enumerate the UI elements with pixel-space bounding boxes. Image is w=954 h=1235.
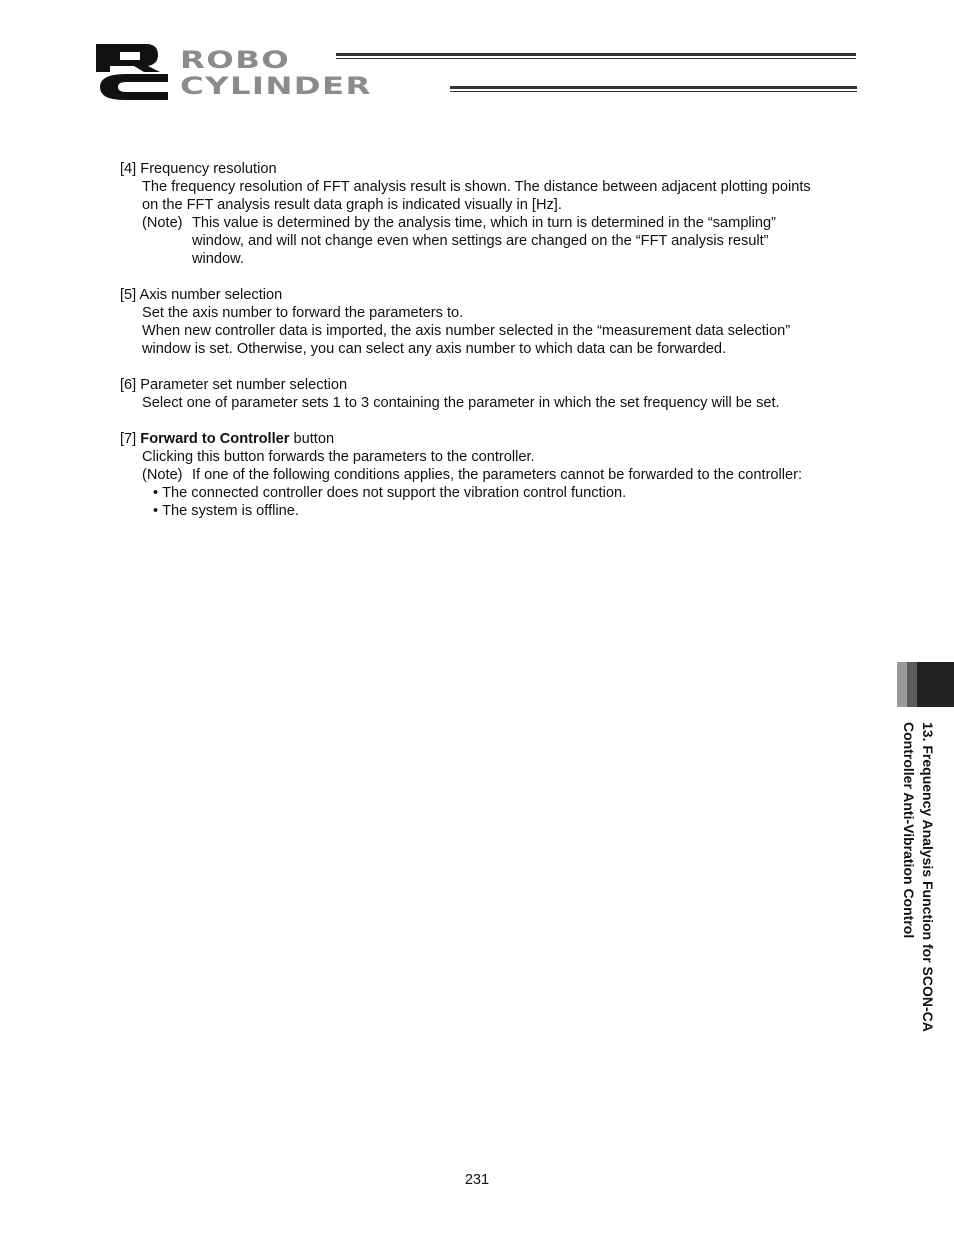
chapter-title-line1: 13. Frequency Analysis Function for SCON-CA [920, 722, 936, 1032]
note-line: window, and will not change even when settings are changed on the “FFT analysis result” [192, 233, 769, 249]
note-label: (Note) [142, 215, 183, 231]
section-title-suffix: button [289, 431, 335, 447]
rc-logo [96, 42, 180, 100]
brand-cylinder: CYLINDER [180, 72, 372, 100]
section-frequency-resolution [120, 160, 860, 268]
section-title-prefix: [7] [120, 431, 141, 447]
page-body [120, 160, 860, 538]
chapter-tab-block [917, 662, 954, 707]
page-header [96, 42, 858, 102]
note-line: window. [192, 251, 244, 267]
bullet-item [120, 484, 860, 502]
bullet-item [120, 502, 860, 520]
section-body-line: Select one of parameter sets 1 to 3 containing the parameter in which the set frequency will be set. [142, 395, 780, 411]
section-title: [5] Axis number selection [120, 287, 283, 303]
note-line: This value is determined by the analysis time, which in turn is determined in the “sampling” [192, 215, 777, 231]
bullet-dot: • [153, 485, 159, 501]
note [120, 466, 860, 484]
chapter-title-vertical [899, 722, 937, 1032]
section-axis-number [120, 286, 860, 358]
note-text [192, 466, 860, 484]
section-body-line: Set the axis number to forward the parameters to. [142, 305, 464, 321]
chapter-tab-stripe-mid [907, 662, 917, 707]
section-title: [6] Parameter set number selection [120, 377, 348, 393]
section-body-line: Clicking this button forwards the parameters to the controller. [142, 449, 535, 465]
bullet-text: The connected controller does not support the vibration control function. [162, 485, 627, 501]
header-rule-bottom [450, 86, 857, 92]
bullet-dot: • [153, 503, 159, 519]
note-text [192, 214, 860, 268]
header-rule-top [336, 53, 856, 59]
section-body-line: on the FFT analysis result data graph is indicated visually in [Hz]. [142, 197, 562, 213]
section-body-line: When new controller data is imported, the axis number selected in the “measurement data selection” [142, 323, 791, 339]
section-title [120, 430, 860, 448]
page-number: 231 [464, 1172, 490, 1188]
section-body-line: window is set. Otherwise, you can select any axis number to which data can be forwarded. [142, 341, 727, 357]
section-parameter-set [120, 376, 860, 412]
brand-robo: ROBO [180, 46, 291, 74]
bullet-text: The system is offline. [162, 503, 299, 519]
note-label: (Note) [142, 467, 183, 483]
note [120, 214, 860, 268]
forward-to-controller-label: Forward to Controller [140, 431, 290, 447]
chapter-tab [897, 662, 954, 707]
note-line: If one of the following conditions applies, the parameters cannot be forwarded to the controller: [192, 467, 803, 483]
section-forward-to-controller [120, 430, 860, 520]
section-body-line: The frequency resolution of FFT analysis result is shown. The distance between adjacent plotting points [142, 179, 811, 195]
chapter-tab-stripe-light [897, 662, 907, 707]
chapter-title-line2: Controller Anti-Vibration Control [901, 722, 917, 939]
section-title: [4] Frequency resolution [120, 161, 277, 177]
